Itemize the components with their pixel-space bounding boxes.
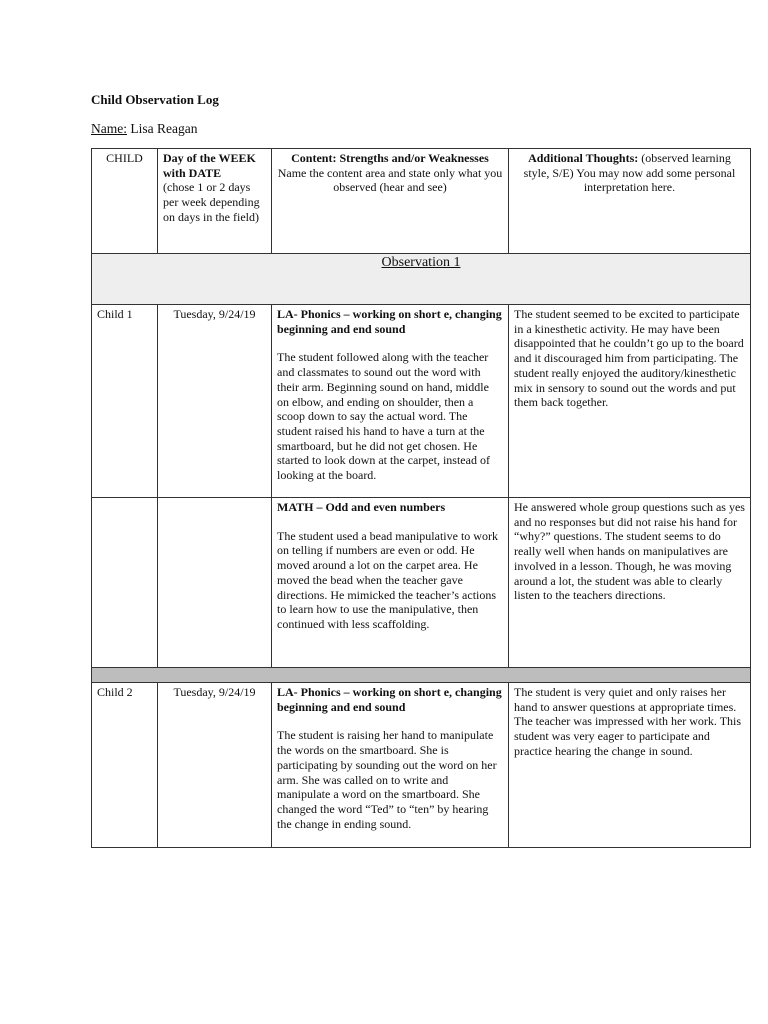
name-label: Name: — [91, 121, 127, 136]
name-line — [91, 121, 197, 137]
content-topic: MATH – Odd and even numbers — [277, 500, 446, 514]
table-row — [92, 683, 751, 848]
header-content-note: Name the content area and state only what you observed (hear and see) — [277, 165, 503, 195]
separator-bar — [92, 668, 751, 683]
child-cell — [92, 498, 158, 668]
thoughts-cell: He answered whole group questions such as yes and no responses but did not raise his hand for “why?” questions. The student seems to do really well when hands on manipulatives are involved in a lesson. Though, he was moving around a lot, the student was able to clearly listen to the teachers directions. — [509, 498, 751, 668]
content-text: The student is raising her hand to manipulate the words on the smartboard. She is participating by sounding out the word on her arm. She was called on to write and manipulate a word on the smartboard. She changed the word “Ted” to “ten” by hearing the change in ending sound. — [277, 728, 497, 831]
content-text: The student followed along with the teacher and classmates to sound out the word with their arm. Beginning sound on hand, middle on elbow, and ending on shoulder, then a scoop down to say the actual word. The student raised his hand to have a turn at the smartboard, but he did not get chosen. He started to look down at the carpet, instead of looking at the board. — [277, 350, 490, 483]
separator-row — [92, 668, 751, 683]
name-value: Lisa Reagan — [127, 121, 198, 136]
date-cell: Tuesday, 9/24/19 — [158, 683, 272, 848]
header-thoughts — [509, 149, 751, 254]
header-day — [158, 149, 272, 254]
date-cell — [158, 498, 272, 668]
table-row — [92, 305, 751, 498]
document-title: Child Observation Log — [91, 92, 219, 107]
thoughts-cell: The student is very quiet and only raises her hand to answer questions at appropriate times. The teacher was impressed with her work. This student was very eager to participate and practice hearing the change in sound. — [509, 683, 751, 848]
thoughts-cell: The student seemed to be excited to participate in a kinesthetic activity. He may have been disappointed that he couldn’t go up to the board and it discouraged him from participating. The student really enjoyed the auditory/kinesthetic mix in sensory to sound out the words and put them back together. — [509, 305, 751, 498]
header-content-title: Content: Strengths and/or Weaknesses — [291, 151, 489, 165]
child-cell: Child 2 — [92, 683, 158, 848]
section-row — [92, 254, 751, 305]
section-title: Observation 1 — [92, 254, 751, 305]
content-topic: LA- Phonics – working on short e, changing beginning and end sound — [277, 307, 502, 336]
content-topic: LA- Phonics – working on short e, changing beginning and end sound — [277, 685, 502, 714]
date-cell: Tuesday, 9/24/19 — [158, 305, 272, 498]
header-child: CHILD — [92, 149, 158, 254]
content-cell — [272, 683, 509, 848]
table-row — [92, 498, 751, 668]
header-thoughts-title: Additional Thoughts: — [528, 151, 639, 165]
content-cell — [272, 305, 509, 498]
header-thoughts-note: (observed learning style, S/E) You may now add some personal interpretation here. — [523, 151, 736, 195]
child-cell: Child 1 — [92, 305, 158, 498]
header-content — [272, 149, 509, 254]
content-text: The student used a bead manipulative to work on telling if numbers are even or odd. He moved around a lot on the carpet area. He moved the bead when the teacher gave directions. He mimicked the teacher’s actions to learn how to use the manipulative, then continued with less scaffolding. — [277, 528, 498, 631]
header-day-note: (chose 1 or 2 days per week depending on days in the field) — [163, 180, 260, 224]
header-row — [92, 149, 751, 254]
header-day-title: Day of the WEEK with DATE — [163, 151, 256, 180]
content-cell — [272, 498, 509, 668]
observation-table — [91, 148, 751, 848]
